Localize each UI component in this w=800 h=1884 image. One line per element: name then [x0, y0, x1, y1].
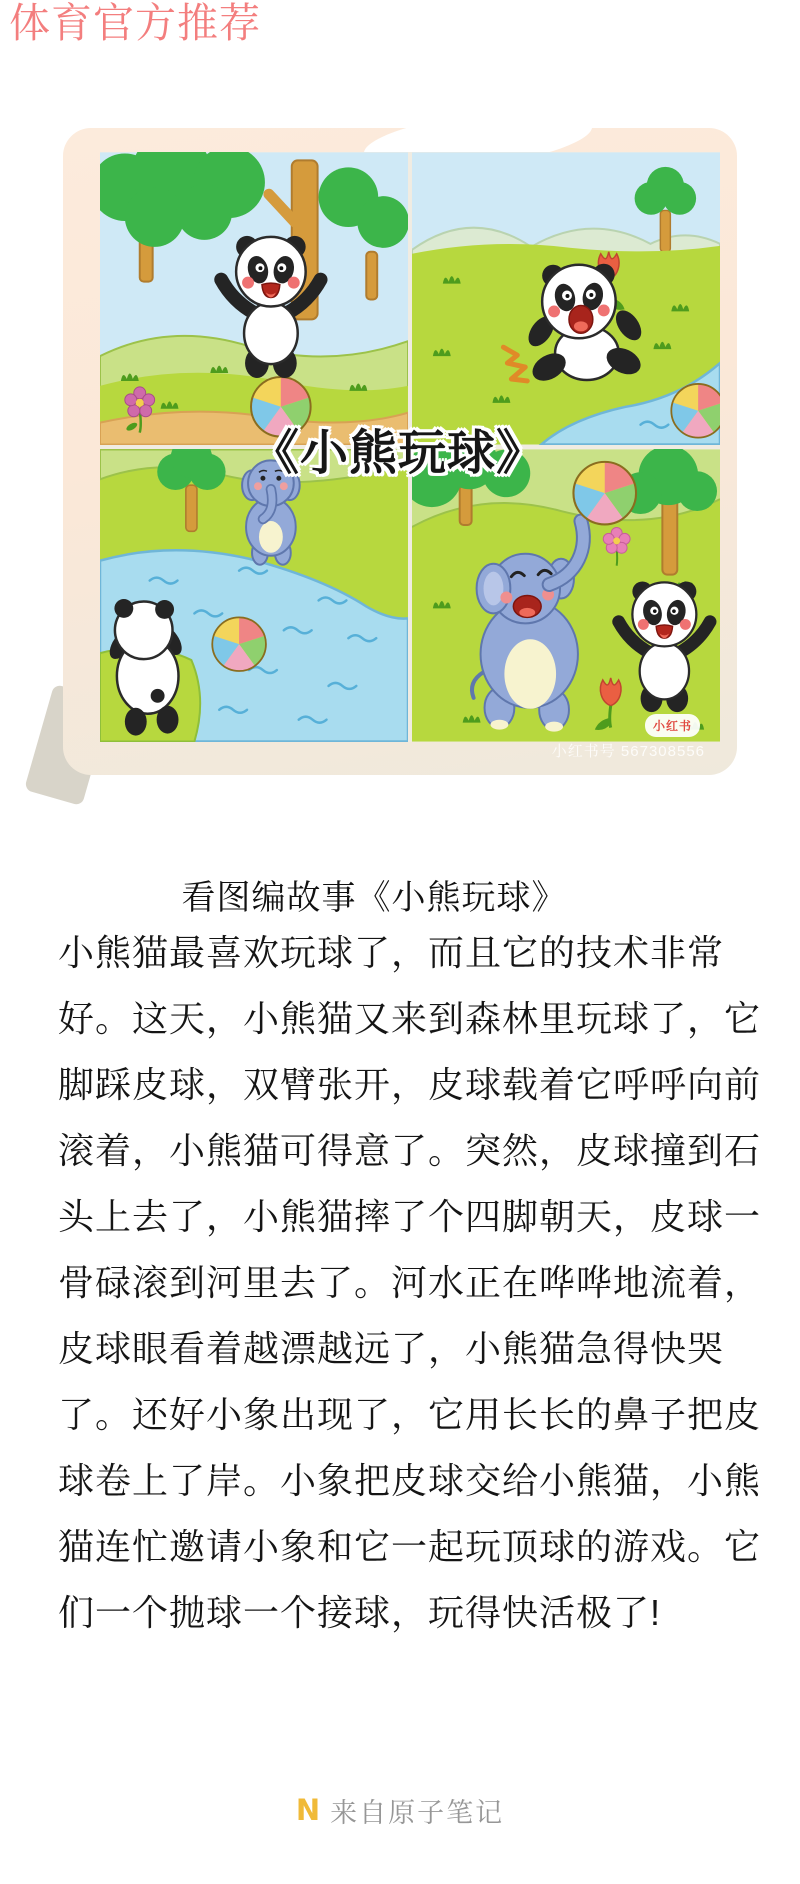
- story-paragraph: [58, 920, 764, 1646]
- comic-panel-3: [100, 449, 408, 742]
- header-title: 体育官方推荐: [9, 0, 261, 46]
- story-line: 猫连忙邀请小象和它一起玩顶球的游戏。它: [58, 1526, 762, 1567]
- story-line: 们一个抛球一个接球，玩得快活极了!: [58, 1592, 662, 1633]
- comic-panel-1: [100, 152, 408, 445]
- comic-panel-4: [412, 449, 720, 742]
- watermark-id: 小红书号 567308556: [551, 743, 705, 760]
- story-line: 了。还好小象出现了，它用长长的鼻子把皮: [58, 1394, 762, 1435]
- comic-title: 《小熊玩球》: [250, 427, 545, 480]
- beach-ball-floating: [212, 617, 266, 671]
- story-line: 小熊猫最喜欢玩球了，而且它的技术非常: [58, 932, 725, 973]
- footer: [0, 1788, 800, 1832]
- story-title: 看图编故事《小熊玩球》: [181, 879, 567, 917]
- story-line: 头上去了，小熊猫摔了个四脚朝天，皮球一: [58, 1196, 762, 1237]
- story-line: 球卷上了岸。小象把皮球交给小熊猫，小熊: [58, 1460, 762, 1501]
- footer-source-text: 来自原子笔记: [330, 1797, 505, 1828]
- xiaohongshu-badge: 小红书: [645, 714, 700, 737]
- story-line: 滚着，小熊猫可得意了。突然，皮球撞到石: [58, 1130, 762, 1171]
- story-line: 好。这天，小熊猫又来到森林里玩球了，它: [58, 998, 762, 1039]
- note-logo-icon: N: [295, 1793, 321, 1827]
- story-line: 骨碌滚到河里去了。河水正在哗哗地流着，: [58, 1262, 762, 1303]
- comic-image: [100, 152, 720, 742]
- comic-card: [63, 128, 737, 775]
- story-line: 脚踩皮球，双臂张开，皮球载着它呼呼向前: [58, 1064, 762, 1105]
- story-line: 皮球眼看着越漂越远了，小熊猫急得快哭: [58, 1328, 725, 1369]
- comic-panel-2: [412, 152, 720, 445]
